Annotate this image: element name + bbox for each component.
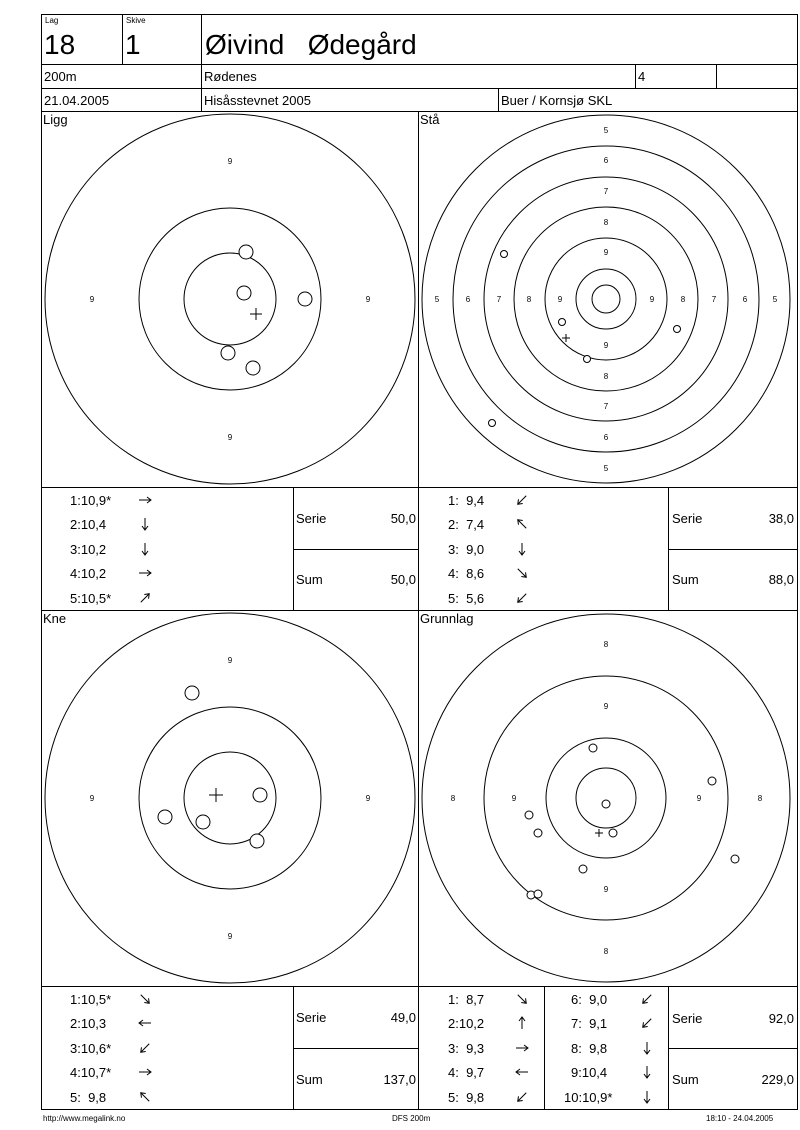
ring-label: 8 bbox=[603, 947, 609, 956]
shot-hole bbox=[589, 744, 597, 752]
serie-label: Serie bbox=[296, 1010, 327, 1025]
ring bbox=[139, 208, 321, 390]
target-ligg bbox=[42, 112, 418, 487]
shot-score: 1: 9,4 bbox=[448, 493, 485, 508]
direction-arrow-icon bbox=[515, 517, 529, 531]
shot-score: 6: 9,0 bbox=[571, 992, 608, 1007]
shot-hole bbox=[239, 245, 253, 259]
target-kne bbox=[42, 611, 418, 986]
sum-label: Sum bbox=[672, 1072, 699, 1087]
shot-score: 5: 5,6 bbox=[448, 591, 485, 606]
shot-hole bbox=[221, 346, 235, 360]
ring bbox=[484, 676, 728, 920]
ring-label: 9 bbox=[365, 295, 371, 304]
serie-value: 50,0 bbox=[390, 511, 416, 526]
shot-score: 3: 9,3 bbox=[448, 1041, 485, 1056]
sum-value: 50,0 bbox=[390, 572, 416, 587]
ring bbox=[184, 253, 276, 345]
serie-label: Serie bbox=[296, 511, 327, 526]
ring-label: 7 bbox=[711, 295, 717, 304]
panel-title-grunnlag: Grunnlag bbox=[420, 611, 474, 626]
ring-label: 5 bbox=[603, 464, 609, 473]
direction-arrow-icon bbox=[640, 1041, 654, 1055]
shot-score: 4:10,7* bbox=[70, 1065, 112, 1080]
shot-hole bbox=[158, 810, 172, 824]
ring bbox=[576, 768, 636, 828]
direction-arrow-icon bbox=[138, 542, 152, 556]
skive-value: 1 bbox=[125, 29, 141, 60]
sum-value: 137,0 bbox=[383, 1072, 416, 1087]
shot-hole bbox=[253, 788, 267, 802]
distance: 200m bbox=[44, 69, 77, 84]
shot-hole bbox=[185, 686, 199, 700]
skive-label: Skive bbox=[126, 16, 146, 25]
shot-score: 2:10,4 bbox=[70, 517, 107, 532]
serie-value: 92,0 bbox=[768, 1011, 794, 1026]
ring-label: 8 bbox=[603, 640, 609, 649]
ring-label: 9 bbox=[89, 794, 95, 803]
shot-hole bbox=[559, 319, 566, 326]
direction-arrow-icon bbox=[515, 591, 529, 605]
footer-system: DFS 200m bbox=[392, 1114, 431, 1123]
direction-arrow-icon bbox=[138, 1041, 152, 1055]
shot-score: 10:10,9* bbox=[564, 1090, 613, 1105]
panel-title-staa: Stå bbox=[420, 112, 440, 127]
shot-hole bbox=[489, 420, 496, 427]
direction-arrow-icon bbox=[138, 493, 152, 507]
direction-arrow-icon bbox=[515, 1016, 529, 1030]
direction-arrow-icon bbox=[138, 517, 152, 531]
shot-score: 5: 9,8 bbox=[448, 1090, 485, 1105]
ring-label: 9 bbox=[365, 794, 371, 803]
panel-title-kne: Kne bbox=[43, 611, 67, 626]
direction-arrow-icon bbox=[138, 1065, 152, 1079]
ring bbox=[139, 707, 321, 889]
target-staa bbox=[419, 112, 797, 487]
shot-score: 5:10,5* bbox=[70, 591, 112, 606]
direction-arrow-icon bbox=[138, 1016, 152, 1030]
ring-label: 9 bbox=[227, 656, 233, 665]
ring-label: 9 bbox=[603, 248, 609, 257]
direction-arrow-icon bbox=[138, 566, 152, 580]
organizer: Buer / Kornsjø SKL bbox=[501, 93, 613, 108]
ring-label: 9 bbox=[89, 295, 95, 304]
direction-arrow-icon bbox=[515, 992, 529, 1006]
sum-value: 229,0 bbox=[761, 1072, 794, 1087]
direction-arrow-icon bbox=[138, 591, 152, 605]
ring bbox=[420, 611, 790, 982]
shot-score: 1:10,9* bbox=[70, 493, 112, 508]
serie-label: Serie bbox=[672, 511, 703, 526]
ring-label: 8 bbox=[680, 295, 686, 304]
shot-score: 2: 7,4 bbox=[448, 517, 485, 532]
ring-label: 5 bbox=[603, 126, 609, 135]
ring-label: 6 bbox=[603, 433, 609, 442]
serie-value: 38,0 bbox=[768, 511, 794, 526]
shot-score: 1: 8,7 bbox=[448, 992, 485, 1007]
serie-label: Serie bbox=[672, 1011, 703, 1026]
shot-hole bbox=[602, 800, 610, 808]
shot-score: 2:10,2 bbox=[448, 1016, 485, 1031]
shot-hole bbox=[534, 890, 542, 898]
shot-hole bbox=[246, 361, 260, 375]
ring-label: 9 bbox=[227, 157, 233, 166]
shot-hole bbox=[525, 811, 533, 819]
shot-hole bbox=[579, 865, 587, 873]
ring-label: 9 bbox=[603, 885, 609, 894]
shot-score: 9:10,4 bbox=[571, 1065, 608, 1080]
ring-label: 9 bbox=[227, 433, 233, 442]
ring-label: 9 bbox=[603, 702, 609, 711]
shot-score: 3:10,2 bbox=[70, 542, 107, 557]
direction-arrow-icon bbox=[515, 1090, 529, 1104]
direction-arrow-icon bbox=[640, 992, 654, 1006]
ring-label: 8 bbox=[603, 218, 609, 227]
ring-label: 9 bbox=[603, 341, 609, 350]
ring-label: 6 bbox=[465, 295, 471, 304]
lag-value: 18 bbox=[44, 29, 76, 60]
ring-label: 7 bbox=[603, 187, 609, 196]
ring-label: 9 bbox=[511, 794, 517, 803]
ring-label: 8 bbox=[603, 372, 609, 381]
shot-hole bbox=[534, 829, 542, 837]
shot-hole bbox=[501, 251, 508, 258]
ring-label: 9 bbox=[557, 295, 563, 304]
ring-label: 7 bbox=[603, 402, 609, 411]
direction-arrow-icon bbox=[515, 542, 529, 556]
ring bbox=[484, 177, 728, 421]
sum-label: Sum bbox=[672, 572, 699, 587]
ring bbox=[576, 269, 636, 329]
shot-hole bbox=[731, 855, 739, 863]
direction-arrow-icon bbox=[515, 1041, 529, 1055]
direction-arrow-icon bbox=[515, 1065, 529, 1079]
ring bbox=[592, 285, 620, 313]
ring-label: 8 bbox=[757, 794, 763, 803]
shot-hole bbox=[674, 326, 681, 333]
ring bbox=[420, 112, 790, 483]
ring bbox=[546, 738, 666, 858]
shot-hole bbox=[250, 834, 264, 848]
ring-label: 7 bbox=[496, 295, 502, 304]
group-center-mark bbox=[595, 829, 603, 837]
shot-score: 1:10,5* bbox=[70, 992, 112, 1007]
footer-url[interactable]: http://www.megalink.no bbox=[43, 1114, 126, 1123]
direction-arrow-icon bbox=[515, 493, 529, 507]
ring bbox=[514, 207, 698, 391]
direction-arrow-icon bbox=[138, 992, 152, 1006]
group-center-mark bbox=[209, 788, 223, 802]
ring bbox=[45, 613, 415, 983]
ring-label: 6 bbox=[603, 156, 609, 165]
ring-label: 5 bbox=[772, 295, 778, 304]
target-grunnlag bbox=[419, 611, 797, 986]
date: 21.04.2005 bbox=[44, 93, 110, 108]
ring-label: 9 bbox=[227, 932, 233, 941]
shot-hole bbox=[298, 292, 312, 306]
shot-score: 4:10,2 bbox=[70, 566, 107, 581]
shot-score: 8: 9,8 bbox=[571, 1041, 608, 1056]
shot-hole bbox=[237, 286, 251, 300]
ring-label: 8 bbox=[450, 794, 456, 803]
sum-value: 88,0 bbox=[768, 572, 794, 587]
shot-score: 2:10,3 bbox=[70, 1016, 107, 1031]
shooter-name: Øivind Ødegård bbox=[205, 29, 417, 60]
shot-score: 4: 8,6 bbox=[448, 566, 485, 581]
direction-arrow-icon bbox=[640, 1065, 654, 1079]
event: Hisåsstevnet 2005 bbox=[204, 93, 311, 108]
footer-timestamp: 18:10 - 24.04.2005 bbox=[706, 1114, 774, 1123]
shot-score: 3: 9,0 bbox=[448, 542, 485, 557]
ring-label: 9 bbox=[649, 295, 655, 304]
ring-label: 6 bbox=[742, 295, 748, 304]
lag-label: Lag bbox=[45, 16, 59, 25]
sum-label: Sum bbox=[296, 1072, 323, 1087]
shot-score: 7: 9,1 bbox=[571, 1016, 608, 1031]
direction-arrow-icon bbox=[640, 1090, 654, 1104]
direction-arrow-icon bbox=[640, 1016, 654, 1030]
direction-arrow-icon bbox=[515, 566, 529, 580]
serie-value: 49,0 bbox=[390, 1010, 416, 1025]
shot-score: 3:10,6* bbox=[70, 1041, 112, 1056]
shot-hole bbox=[708, 777, 716, 785]
shot-hole bbox=[584, 356, 591, 363]
ring-label: 9 bbox=[696, 794, 702, 803]
class: 4 bbox=[638, 69, 646, 84]
shot-hole bbox=[609, 829, 617, 837]
ring bbox=[45, 114, 415, 484]
shot-hole bbox=[196, 815, 210, 829]
group-center-mark bbox=[250, 308, 262, 320]
sum-label: Sum bbox=[296, 572, 323, 587]
group-center-mark bbox=[562, 334, 570, 342]
shot-score: 4: 9,7 bbox=[448, 1065, 485, 1080]
shot-score: 5: 9,8 bbox=[70, 1090, 107, 1105]
ring-label: 8 bbox=[526, 295, 532, 304]
direction-arrow-icon bbox=[138, 1090, 152, 1104]
ring-label: 5 bbox=[434, 295, 440, 304]
panel-title-ligg: Ligg bbox=[43, 112, 68, 127]
club: Rødenes bbox=[204, 69, 257, 84]
